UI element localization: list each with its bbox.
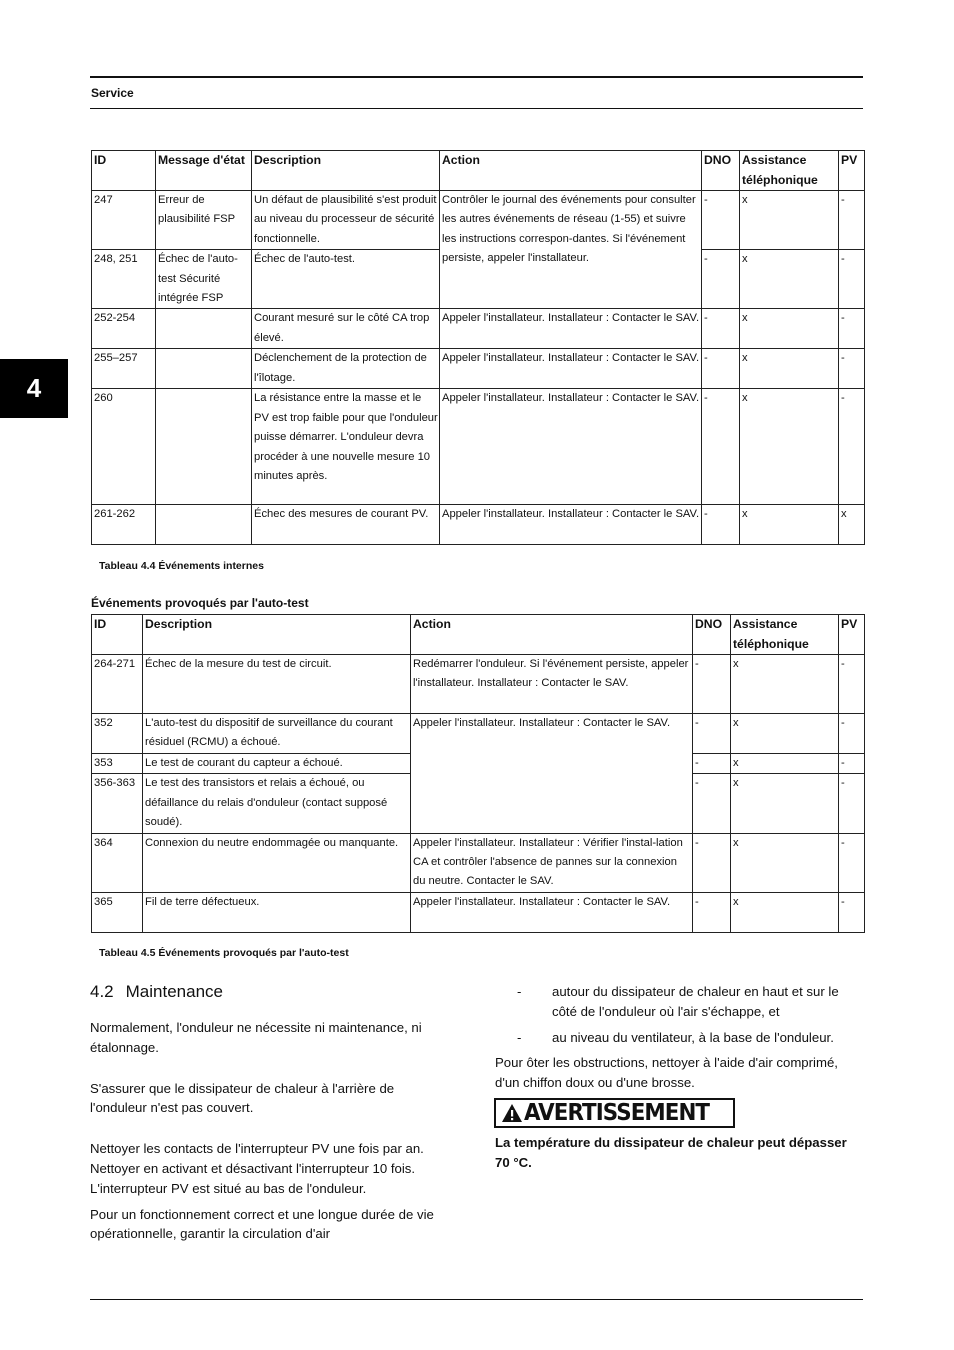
col-header-dno: DNO bbox=[693, 615, 731, 655]
cell-id: 352 bbox=[92, 714, 143, 754]
cell-action: Appeler l'installateur. Installateur : Contacter le SAV. bbox=[440, 349, 702, 389]
list-item bbox=[495, 982, 863, 1022]
table-header-row bbox=[92, 615, 865, 655]
col-header-phone: Assistance téléphonique bbox=[740, 151, 839, 191]
paragraph: Pour un fonctionnement correct et une longue durée de vie opérationnelle, garantir la circulation d'air bbox=[90, 1206, 434, 1242]
section-number: 4.2 bbox=[90, 982, 114, 1001]
cell-description: La résistance entre la masse et le PV est trop faible pour que l'onduleur puisse démarrer. L'onduleur devra procéder à une nouvelle mesure 10 minutes après. bbox=[252, 389, 440, 505]
cell-id: 260 bbox=[92, 389, 156, 505]
col-header-dno: DNO bbox=[702, 151, 740, 191]
table-caption-4-4: Tableau 4.4 Événements internes bbox=[99, 560, 264, 572]
table-row bbox=[92, 833, 865, 892]
col-header-action: Action bbox=[411, 615, 693, 655]
cell-id: 364 bbox=[92, 833, 143, 892]
cell-description: Courant mesuré sur le côté CA trop élevé. bbox=[252, 309, 440, 349]
cell-description: Fil de terre défectueux. bbox=[143, 892, 411, 932]
table-row bbox=[92, 191, 865, 250]
cell-action: Appeler l'installateur. Installateur : Contacter le SAV. bbox=[440, 505, 702, 545]
table-row bbox=[92, 389, 865, 505]
table-row bbox=[92, 309, 865, 349]
cell-phone: x bbox=[740, 349, 839, 389]
table-row bbox=[92, 655, 865, 714]
cell-id: 356-363 bbox=[92, 774, 143, 833]
warning-banner bbox=[494, 1098, 735, 1128]
cell-dno: - bbox=[693, 714, 731, 754]
cell-id: 252-254 bbox=[92, 309, 156, 349]
table-caption-4-5: Tableau 4.5 Événements provoqués par l'auto-test bbox=[99, 947, 349, 959]
self-test-events-heading: Événements provoqués par l'auto-test bbox=[91, 596, 309, 610]
cell-dno: - bbox=[693, 892, 731, 932]
cell-message bbox=[156, 389, 252, 505]
col-header-phone: Assistance téléphonique bbox=[731, 615, 839, 655]
airflow-list bbox=[495, 982, 863, 1047]
col-header-pv: PV bbox=[839, 151, 865, 191]
left-column bbox=[90, 1018, 450, 1244]
cell-dno: - bbox=[702, 389, 740, 505]
cell-description: Échec des mesures de courant PV. bbox=[252, 505, 440, 545]
col-header-action: Action bbox=[440, 151, 702, 191]
cell-phone: x bbox=[740, 505, 839, 545]
cell-phone: x bbox=[740, 250, 839, 309]
cell-phone: x bbox=[731, 833, 839, 892]
cell-description: Échec de la mesure du test de circuit. bbox=[143, 655, 411, 714]
cell-dno: - bbox=[702, 309, 740, 349]
cell-pv: - bbox=[839, 191, 865, 250]
cell-id: 261-262 bbox=[92, 505, 156, 545]
cell-phone: x bbox=[731, 655, 839, 714]
paragraph: Normalement, l'onduleur ne nécessite ni maintenance, ni étalonnage. bbox=[90, 1020, 422, 1055]
warning-text: La température du dissipateur de chaleur peut dépasser 70 °C. bbox=[495, 1135, 847, 1170]
cell-description: Déclenchement de la protection de l'îlotage. bbox=[252, 349, 440, 389]
table-row bbox=[92, 349, 865, 389]
cell-description: Connexion du neutre endommagée ou manquante. bbox=[143, 833, 411, 892]
running-header: Service bbox=[91, 86, 134, 100]
cell-dno: - bbox=[693, 833, 731, 892]
bullet-dash: - bbox=[517, 984, 522, 999]
cell-pv: - bbox=[839, 754, 865, 774]
cell-action: Redémarrer l'onduleur. Si l'événement persiste, appeler l'installateur. Installateur : Contacter le SAV. bbox=[411, 655, 693, 714]
cell-description: L'auto-test du dispositif de surveillance du courant résiduel (RCMU) a échoué. bbox=[143, 714, 411, 754]
cell-action: Appeler l'installateur. Installateur : Contacter le SAV. bbox=[440, 389, 702, 505]
paragraph: Pour ôter les obstructions, nettoyer à l'aide d'air comprimé, d'un chiffon doux ou d'une brosse. bbox=[495, 1055, 838, 1091]
cell-phone: x bbox=[740, 309, 839, 349]
list-item-text: autour du dissipateur de chaleur en haut et sur le côté de l'onduleur où l'air s'échappe, et bbox=[552, 984, 839, 1019]
table-row bbox=[92, 892, 865, 932]
header-top-rule bbox=[90, 76, 863, 78]
cell-id: 248, 251 bbox=[92, 250, 156, 309]
cell-phone: x bbox=[731, 892, 839, 932]
warning-triangle-icon bbox=[501, 1103, 523, 1123]
cell-pv: - bbox=[839, 892, 865, 932]
table-row bbox=[92, 714, 865, 754]
cell-id: 255–257 bbox=[92, 349, 156, 389]
paragraph: Nettoyer les contacts de l'interrupteur PV une fois par an. Nettoyer en activant et désactivant l'interrupteur 10 fois. L'interrupteur PV est situé au bas de l'onduleur. bbox=[90, 1141, 424, 1196]
col-header-message: Message d'état bbox=[156, 151, 252, 191]
footer-rule bbox=[90, 1299, 863, 1300]
cell-action-merged: Contrôler le journal des événements pour consulter les autres événements de réseau (1-55) et suivre les instructions correspon-dantes. Si l'événement persiste, appeler l'installateur. bbox=[440, 191, 702, 309]
paragraph: S'assurer que le dissipateur de chaleur à l'arrière de l'onduleur n'est pas couvert. bbox=[90, 1080, 395, 1116]
col-header-id: ID bbox=[92, 151, 156, 191]
internal-events-table bbox=[91, 150, 865, 545]
cell-dno: - bbox=[702, 349, 740, 389]
cell-dno: - bbox=[693, 754, 731, 774]
cell-phone: x bbox=[740, 191, 839, 250]
cell-id: 353 bbox=[92, 754, 143, 774]
list-item-text: au niveau du ventilateur, à la base de l'onduleur. bbox=[552, 1029, 834, 1045]
self-test-events-table bbox=[91, 614, 865, 933]
col-header-description: Description bbox=[143, 615, 411, 655]
cell-pv: - bbox=[839, 655, 865, 714]
table-header-row bbox=[92, 151, 865, 191]
cell-action: Appeler l'installateur. Installateur : Contacter le SAV. bbox=[440, 309, 702, 349]
cell-pv: - bbox=[839, 833, 865, 892]
cell-phone: x bbox=[740, 389, 839, 505]
header-bottom-rule bbox=[90, 108, 863, 109]
cell-description: Un défaut de plausibilité s'est produit au niveau du processeur de sécurité fonctionnelle. bbox=[252, 191, 440, 250]
cell-phone: x bbox=[731, 754, 839, 774]
cell-dno: - bbox=[702, 505, 740, 545]
cell-message bbox=[156, 309, 252, 349]
cell-message: Erreur de plausibilité FSP bbox=[156, 191, 252, 250]
cell-dno: - bbox=[702, 250, 740, 309]
warning-label: AVERTISSEMENT bbox=[524, 1100, 710, 1126]
cell-message bbox=[156, 349, 252, 389]
section-heading bbox=[90, 982, 223, 1002]
cell-action: Appeler l'installateur. Installateur : Contacter le SAV. bbox=[411, 892, 693, 932]
chapter-tab: 4 bbox=[0, 359, 68, 418]
cell-description: Le test de courant du capteur a échoué. bbox=[143, 754, 411, 774]
cell-pv: - bbox=[839, 389, 865, 505]
cell-message bbox=[156, 505, 252, 545]
cell-dno: - bbox=[702, 191, 740, 250]
cell-dno: - bbox=[693, 655, 731, 714]
cell-pv: - bbox=[839, 349, 865, 389]
right-column bbox=[495, 982, 863, 1093]
cell-pv: - bbox=[839, 714, 865, 754]
cell-id: 365 bbox=[92, 892, 143, 932]
cell-phone: x bbox=[731, 774, 839, 833]
col-header-description: Description bbox=[252, 151, 440, 191]
cell-description: Le test des transistors et relais a échoué, ou défaillance du relais d'onduleur (contact supposé soudé). bbox=[143, 774, 411, 833]
col-header-id: ID bbox=[92, 615, 143, 655]
section-title: Maintenance bbox=[125, 982, 223, 1001]
cell-action: Appeler l'installateur. Installateur : Vérifier l'instal-lation CA et contrôler l'absence de pannes sur la connexion du neutre. Contacter le SAV. bbox=[411, 833, 693, 892]
cell-pv: x bbox=[839, 505, 865, 545]
col-header-pv: PV bbox=[839, 615, 865, 655]
cell-action-merged: Appeler l'installateur. Installateur : Contacter le SAV. bbox=[411, 714, 693, 834]
cell-description: Échec de l'auto-test. bbox=[252, 250, 440, 309]
cell-message: Échec de l'auto-test Sécurité intégrée FSP bbox=[156, 250, 252, 309]
cell-id: 247 bbox=[92, 191, 156, 250]
cell-pv: - bbox=[839, 309, 865, 349]
cell-dno: - bbox=[693, 774, 731, 833]
cell-pv: - bbox=[839, 774, 865, 833]
table-row bbox=[92, 505, 865, 545]
cell-phone: x bbox=[731, 714, 839, 754]
bullet-dash: - bbox=[517, 1029, 522, 1045]
cell-id: 264-271 bbox=[92, 655, 143, 714]
cell-pv: - bbox=[839, 250, 865, 309]
list-item bbox=[495, 1028, 863, 1048]
